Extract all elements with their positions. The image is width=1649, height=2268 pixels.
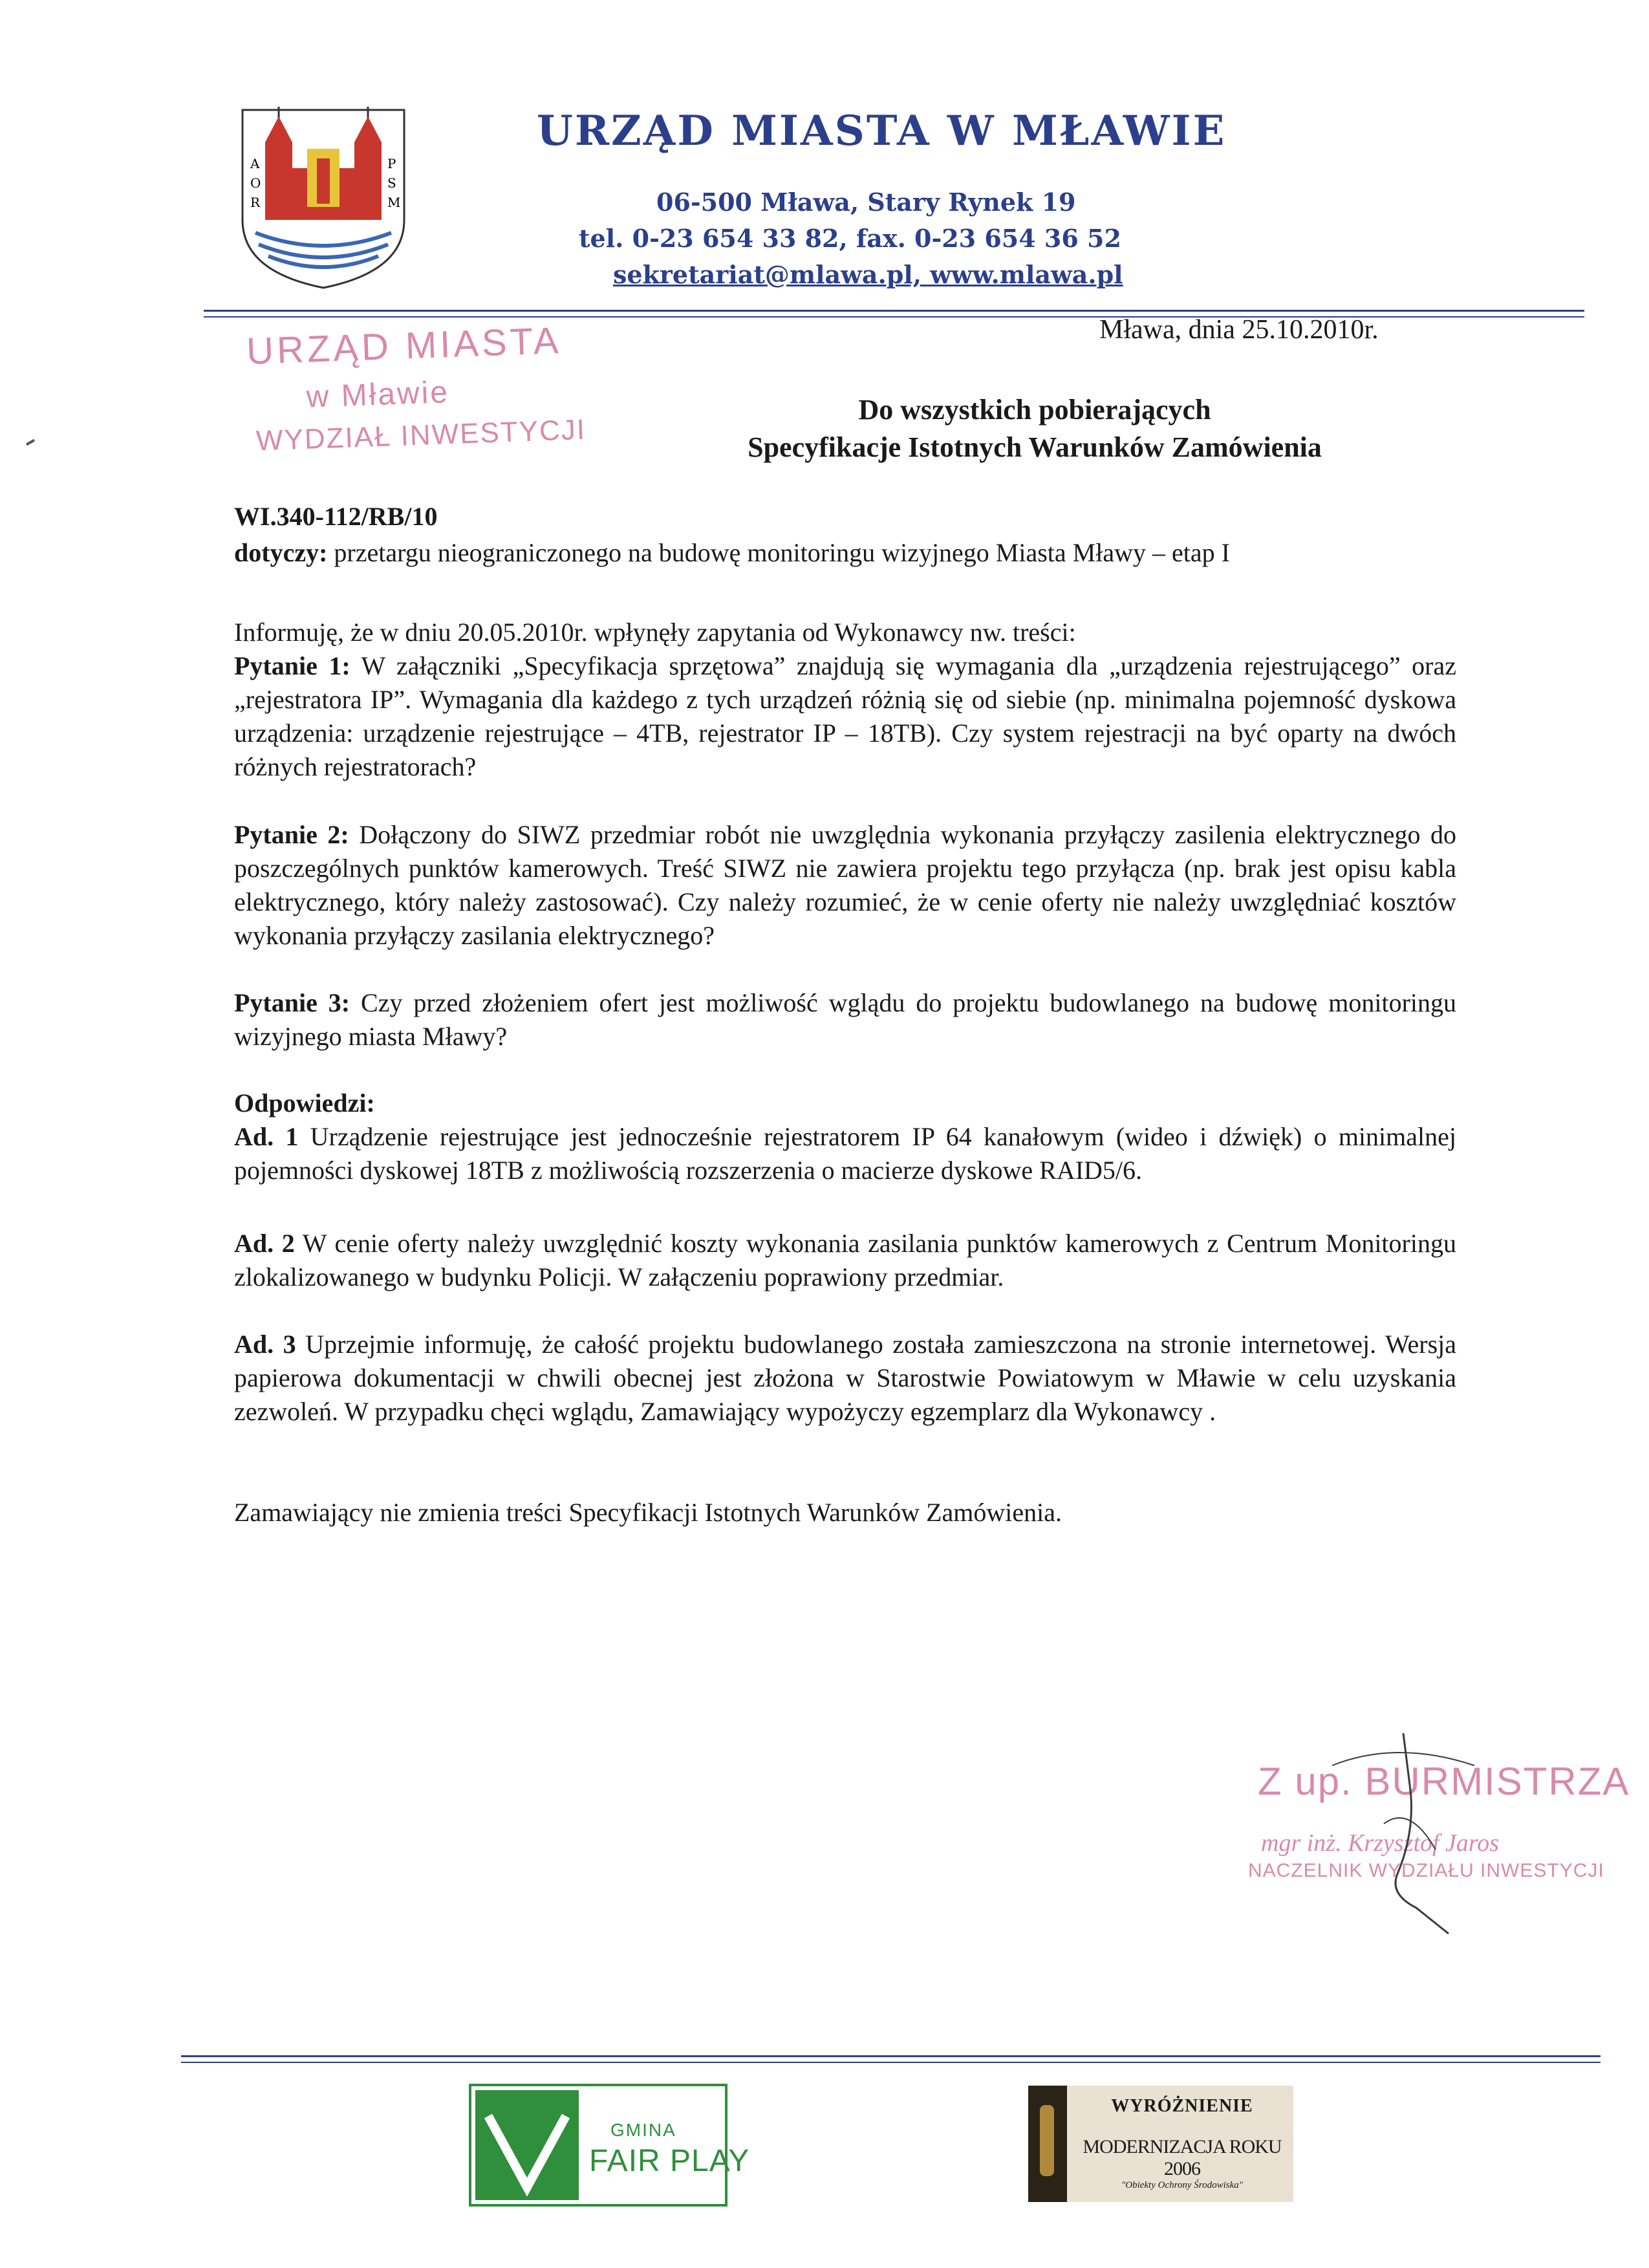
recipients-block xyxy=(679,391,1390,466)
signature-line-2: mgr inż. Krzysztof Jaros xyxy=(1261,1830,1500,1857)
question-2-label: Pytanie 2: xyxy=(234,820,349,849)
scan-mark xyxy=(26,439,35,446)
crest-letter: M xyxy=(387,195,401,210)
recipients-line-1: Do wszystkich pobierających xyxy=(858,394,1211,426)
place-and-date: Mława, dnia 25.10.2010r. xyxy=(1099,315,1379,345)
crest-letter: A xyxy=(250,156,260,171)
answer-1-text: Urządzenie rejestrujące jest jednocześnie rejestratorem IP 64 kanałowym (wideo i dźwięk) o minimalnej pojemności dyskowej 18TB z możliwością rozszerzenia o macierze dyskowe RAID5/6. xyxy=(234,1122,1457,1185)
award-title: WYRÓŻNIENIE xyxy=(1111,2096,1253,2116)
crest-letter: R xyxy=(250,195,261,210)
question-1 xyxy=(234,649,1456,784)
answer-3-label: Ad. 3 xyxy=(234,1330,296,1359)
recipients-line-2: Specyfikacje Istotnych Warunków Zamówienia xyxy=(748,431,1322,463)
fair-play-logo xyxy=(469,2084,750,2207)
answer-2-label: Ad. 2 xyxy=(234,1229,295,1258)
question-3 xyxy=(234,986,1456,1053)
award-logo xyxy=(1028,2086,1293,2202)
answer-2-text: W cenie oferty należy uwzględnić koszty wykonania zasilania punktów kamerowych z Centrum Monitoringu zlokalizowanego w budynku Policji. W załączeniu poprawiony przedmiar. xyxy=(234,1229,1456,1291)
question-3-text: Czy przed złożeniem ofert jest możliwość wglądu do projektu budowlanego na budowę monitoringu wizyjnego miasta Mławy? xyxy=(234,988,1457,1051)
question-2-text: Dołączony do SIWZ przedmiar robót nie uwzględnia wykonania przyłączy zasilenia elektrycznego do poszczególnych punktów kamerowych. Treść SIWZ nie zawiera projektu tego przyłącza (np. brak jest opisu kabla elektrycznego, który należy zastosować). Czy należy rozumieć, że w cenie oferty nie należy uwzględniać kosztów wykonania przyłączy zasilania elektrycznego? xyxy=(234,820,1457,950)
fair-play-small-text: GMINA xyxy=(610,2120,676,2140)
answer-3-text: Uprzejmie informuję, że całość projektu budowlanego została zamieszczona na stronie internetowej. Wersja papierowa dokumentacji w chwili obecnej jest złożona w Starostwie Powiatowym w Mławie w celu uzyskania zezwoleń. W przypadku chęci wglądu, Zamawiający wypożyczy egzemplarz dla Wykonawcy . xyxy=(234,1330,1456,1426)
award-quote: "Obiekty Ochrony Środowiska" xyxy=(1121,2180,1244,2190)
footer-divider-thin xyxy=(181,2062,1600,2063)
question-2 xyxy=(234,818,1456,953)
crest-letter: O xyxy=(250,175,261,191)
fair-play-big-text: FAIR PLAY xyxy=(589,2144,750,2178)
city-crest-icon xyxy=(230,103,417,291)
subject-label: dotyczy: xyxy=(234,538,328,567)
organization-phone-fax: tel. 0-23 654 33 82, fax. 0-23 654 36 52 xyxy=(579,224,1121,253)
signature-line-1: Z up. BURMISTRZA xyxy=(1258,1760,1630,1803)
check-mark-icon xyxy=(475,2090,579,2200)
stamp-line-1: URZĄD MIASTA xyxy=(246,319,563,373)
answer-2 xyxy=(234,1227,1456,1294)
answer-1 xyxy=(234,1120,1456,1187)
signature-line-3: NACZELNIK WYDZIAŁU INWESTYCJI xyxy=(1248,1860,1604,1881)
organization-email-web[interactable]: sekretariat@mlawa.pl, www.mlawa.pl xyxy=(613,260,1123,289)
closing-statement: Zamawiający nie zmienia treści Specyfikacji Istotnych Warunków Zamówienia. xyxy=(234,1498,1062,1527)
header-divider xyxy=(204,310,1584,312)
subject-text: przetargu nieograniczonego na budowę monitoringu wizyjnego Miasta Mławy – etap I xyxy=(327,538,1230,567)
question-3-label: Pytanie 3: xyxy=(234,988,350,1017)
crest-letter: S xyxy=(387,175,396,191)
intro-text: Informuję, że w dniu 20.05.2010r. wpłynęły zapytania od Wykonawcy nw. treści: xyxy=(234,618,1076,647)
crest-letter: P xyxy=(387,156,396,171)
organization-address: 06-500 Mława, Stary Rynek 19 xyxy=(656,188,1076,217)
intro-paragraph xyxy=(234,616,1456,784)
question-1-label: Pytanie 1: xyxy=(234,651,350,680)
organization-name: URZĄD MIASTA W MŁAWIE xyxy=(537,107,1227,155)
answers-heading: Odpowiedzi: xyxy=(234,1088,375,1118)
answers-block xyxy=(234,1086,1456,1187)
footer-divider xyxy=(181,2055,1600,2057)
trophy-icon xyxy=(1028,2086,1067,2202)
award-main-text: MODERNIZACJA ROKU 2006 xyxy=(1083,2136,1282,2179)
answer-1-label: Ad. 1 xyxy=(234,1122,299,1151)
handwritten-signature-icon xyxy=(1319,1727,1494,1940)
reference-number: WI.340-112/RB/10 xyxy=(234,502,438,531)
stamp-line-3: WYDZIAŁ INWESTYCJI xyxy=(255,413,587,457)
stamp-line-2: w Mławie xyxy=(305,375,450,415)
subject-line xyxy=(234,537,1230,568)
question-1-text: W załączniki „Specyfikacja sprzętowa” znajdują się wymagania dla „urządzenia rejestrującego” oraz „rejestratora IP”. Wymagania dla każdego z tych urządzeń różnią się od siebie (np. minimalna pojemność dyskowa urządzenia: urządzenie rejestrujące – 4TB, rejestrator IP – 18TB). Czy system rejestracji na być oparty na dwóch różnych rejestratorach? xyxy=(234,651,1457,781)
answer-3 xyxy=(234,1328,1456,1429)
